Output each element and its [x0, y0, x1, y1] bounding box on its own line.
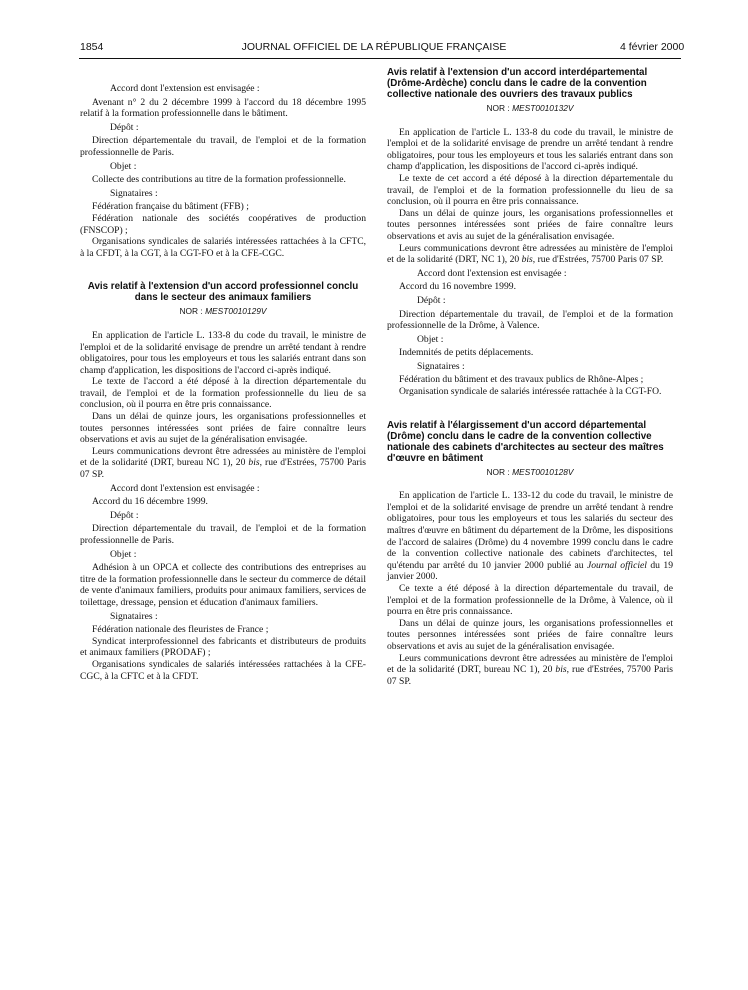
- avis-architectes-nor: NOR : MEST0010128V: [486, 466, 574, 477]
- depot-text: Direction départementale du travail, de l'emploi et de la formation professionnelle de Paris.: [80, 523, 366, 546]
- depot-label: Dépôt :: [110, 121, 139, 133]
- page-number: 1854: [80, 41, 104, 53]
- depot-text: Direction départementale du travail, de l'emploi et de la formation professionnelle de Paris.: [80, 135, 366, 158]
- depot-label: Dépôt :: [417, 294, 446, 306]
- accord-label: Accord dont l'extension est envisagée :: [417, 267, 567, 279]
- accord-text: Accord du 16 novembre 1999.: [399, 281, 516, 293]
- signataire-2: Organisation syndicale de salariés intéressée rattachée à la CGT-FO.: [399, 386, 662, 398]
- paragraph: Ce texte a été déposé à la direction départementale du travail, de l'emploi et de la formation professionnelle de la Drôme, à Valence, où il pourra en être pris connaissance.: [387, 583, 673, 618]
- avis-drome-ardeche-nor: NOR : MEST0010132V: [486, 103, 574, 113]
- paragraph: Dans un délai de quinze jours, les organisations professionnelles et toutes personnes intéressées sont priées de faire connaître leurs observations et avis au sujet de la généralisation envisagée.: [387, 617, 673, 652]
- intro-label: Accord dont l'extension est envisagée :: [110, 83, 260, 94]
- avis-animaux-nor: NOR : MEST0010129V: [179, 306, 267, 317]
- paragraph: Dans un délai de quinze jours, les organisations professionnelles et toutes personnes intéressées sont priées de faire connaître leurs observations et avis au sujet de la généralisation envisagée.: [387, 207, 673, 242]
- journal-title: JOURNAL OFFICIEL DE LA RÉPUBLIQUE FRANÇAISE: [241, 41, 507, 53]
- signataires-label: Signataires :: [417, 360, 465, 372]
- right-column: [387, 67, 673, 687]
- paragraph: Le texte de l'accord a été déposé à la direction départementale du travail, de l'emploi et de la formation professionnelle du lieu de sa conclusion, où il pourra en être pris connaissance.: [80, 376, 366, 411]
- accord-label: Accord dont l'extension est envisagée :: [110, 482, 260, 494]
- objet-label: Objet :: [110, 548, 137, 560]
- depot-label: Dépôt :: [110, 509, 139, 521]
- signataire-1: Fédération du bâtiment et des travaux publics de Rhône-Alpes ;: [399, 374, 644, 386]
- accord-text: Accord du 16 décembre 1999.: [92, 496, 208, 508]
- objet-label: Objet :: [417, 333, 444, 345]
- depot-text: Direction départementale du travail, de l'emploi et de la formation professionnelle de la Drôme, à Valence.: [387, 308, 673, 332]
- objet-text: Indemnités de petits déplacements.: [399, 347, 534, 359]
- paragraph: En application de l'article L. 133-8 du code du travail, le ministre de l'emploi et de la solidarité envisage de prendre un arrêté tendant à rendre obligatoires, pour tous les employeurs et tous les salariés entrant dans son champ d'application, les dispositions de l'accord ci-après indiqué.: [80, 329, 366, 376]
- signataire-3: Organisations syndicales de salariés intéressées rattachées à la CFTC, à la CFDT, à la CGT, à la CGT-FO et à la CFE-CGC.: [80, 236, 366, 259]
- avis-architectes-title: Avis relatif à l'élargissement d'un accord départemental (Drôme) conclu dans le cadre de la convention collective nationale des cabinets d'architectes au secteur des maîtres d'œuvre en bâtiment: [387, 419, 664, 464]
- avis-drome-ardeche-title: Avis relatif à l'extension d'un accord interdépartemental (Drôme-Ardèche) conclu dans le cadre de la convention collective nationale des ouvriers des travaux publics: [387, 67, 648, 100]
- paragraph: Le texte de cet accord a été déposé à la direction départementale du travail, de l'emploi et de la formation professionnelle du lieu de sa conclusion, où il pourra en être pris connaissance.: [387, 172, 673, 208]
- paragraph: En application de l'article L. 133-12 du code du travail, le ministre de l'emploi et de la solidarité envisage de prendre un arrêté tendant à rendre obligatoires, pour tous les employeurs et tous les salariés du secteur des maîtres d'œuvre en bâtiment du département de la Drôme, les dispositions de l'accord de salaires (Drôme) du 4 novembre 1999 conclu dans le cadre de la convention collective nationale des cabinets d'architectes, tel qu'étendu par arrêté du 10 janvier 2000 publié au Journal officiel du 19 janvier 2000.: [387, 490, 674, 583]
- signataire-1: Fédération française du bâtiment (FFB) ;: [92, 201, 249, 213]
- paragraph: Dans un délai de quinze jours, les organisations professionnelles et toutes personnes intéressées sont priées de faire connaître leurs observations et avis au sujet de la généralisation envisagée.: [80, 411, 366, 446]
- issue-date: 4 février 2000: [620, 41, 685, 53]
- paragraph: Leurs communications devront être adressées au ministère de l'emploi et de la solidarité (DRT, bureau NC 1), 20 bis, rue d'Estrées, 75700 Paris 07 SP.: [387, 652, 674, 687]
- signataires-label: Signataires :: [110, 610, 158, 622]
- left-column: [80, 67, 366, 682]
- header-rule: [79, 58, 681, 59]
- objet-text: Collecte des contributions au titre de la formation professionnelle.: [92, 174, 346, 186]
- signataire-1: Fédération nationale des fleuristes de France ;: [92, 624, 269, 636]
- signataires-label: Signataires :: [110, 187, 158, 199]
- signataire-3: Organisations syndicales de salariés intéressées rattachées à la CFE-CGC, à la CFTC et à la CFDT.: [80, 658, 366, 682]
- objet-label: Objet :: [110, 160, 137, 172]
- paragraph: Leurs communications devront être adressées au ministère de l'emploi et de la solidarité (DRT, bureau NC 1), 20 bis, rue d'Estrées, 75700 Paris 07 SP.: [80, 445, 367, 481]
- paragraph: Leurs communications devront être adressées au ministère de l'emploi et de la solidarité (DRT, NC 1), 20 bis, rue d'Estrées, 75700 Paris 07 SP.: [387, 242, 673, 266]
- objet-text: Adhésion à un OPCA et collecte des contributions des entreprises au titre de la formation professionnelle dans le secteur du commerce de détail de vente d'animaux familiers, produits pour animaux familiers, services de toilettage, dressage, pension et éducation d'animaux familiers.: [80, 562, 366, 608]
- signataire-2: Syndicat interprofessionnel des fabricants et distributeurs de produits et animaux familiers (PRODAF) ;: [80, 635, 366, 659]
- avis-animaux-title: Avis relatif à l'extension d'un accord professionnel conclu dans le secteur des animaux familiers: [87, 281, 359, 304]
- intro-text: Avenant n° 2 du 2 décembre 1999 à l'accord du 18 décembre 1995 relatif à la formation professionnelle dans le bâtiment.: [80, 96, 366, 120]
- paragraph: En application de l'article L. 133-8 du code du travail, le ministre de l'emploi et de la solidarité envisage de prendre un arrêté tendant à rendre obligatoires, pour tous les employeurs et tous les salariés entrant dans son champ d'application, les dispositions de l'accord ci-après indiqué.: [387, 126, 673, 173]
- signataire-2: Fédération nationale des sociétés coopératives de production (FNSCOP) ;: [80, 212, 366, 236]
